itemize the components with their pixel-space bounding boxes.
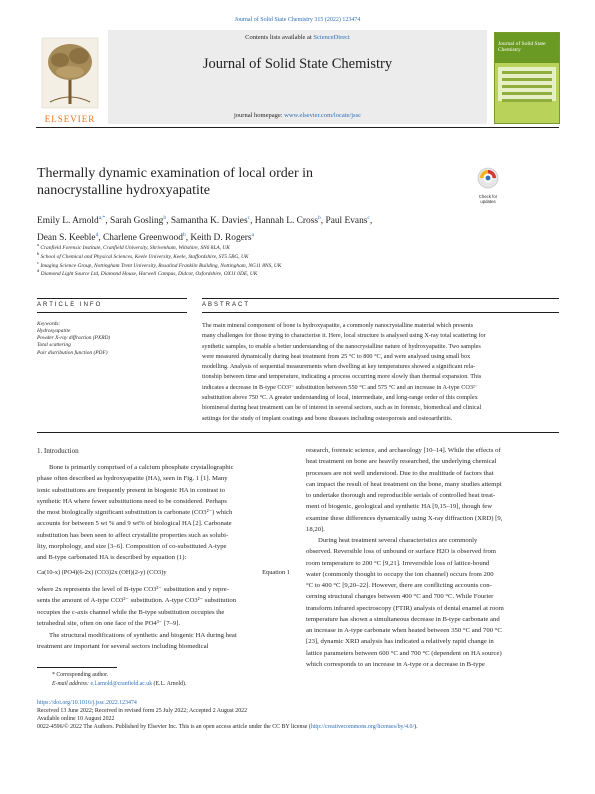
journal-title[interactable]: Journal of Solid State Chemistry [202,56,393,72]
left-column-paragraph-2 [37,584,290,629]
body-line: ionic substitutions are frequently present in biogenic HA in contrast to [37,486,225,494]
body-line: processes are not well understood. Due to the multitude of factors that [306,469,494,477]
author-name[interactable]: Hannah L. Cross [254,216,319,227]
author-affil-marker[interactable]: d [95,232,99,239]
equation-expression: Ca(10-x) (PO4)(6-2x) (CO3)2x (OH)(2-y) (CO3)y [37,569,167,576]
affiliation-text: Diamond Light Source Ltd, Diamond House, Harwell Campus, Didcot, Oxfordshire, OX11 0DE, UK [40,270,258,277]
article-title-line-2: nanocrystalline hydroxyapatite [37,183,210,198]
body-line: synthetic HA where fewer substitutions need to be considered. Perhaps [37,497,227,505]
body-line: room temperature to 200 °C [9,21]. Irreversible loss of lattice-bound [306,559,490,567]
body-line: 18,20]. [306,525,325,533]
body-line: where 2x represents the level of B-type CO3²⁻ substitution and y repre- [37,586,229,593]
abstract-line: indicates a decrease in B-type CO3²⁻ substitution between 550 °C and 575 °C and an increase in A-type CO3²⁻ [202,383,479,391]
body-line: which corresponds to an increase in A-type or a decrease in B-type [306,660,485,668]
affiliation [37,268,257,277]
contents-prefix: Contents lists available at [245,34,314,41]
body-line: phase often described as hydroxyapatite (HA), seen in Fig. 1 [1]. Many [37,475,228,483]
abstract-line: many challenges for those trying to characterise it. Here, local structure is analysed using X-ray total scattering for [202,332,486,340]
abstract-text [202,321,559,424]
abstract-line: substitution above 750 °C. A greater understanding of local, intermediate, and long-range order of this complex [202,394,478,402]
author-name[interactable]: Paul Evans [325,216,368,227]
license-prefix: 0022-4596/© 2022 The Authors. Published by Elsevier Inc. This is an open access article under the CC BY license ( [37,724,311,730]
article-info-rule-bottom [37,312,187,313]
right-column-paragraph-2 [306,535,559,670]
abstract-rule-bottom [202,312,559,313]
abstract-line: tionship between time and temperature, indicating a process occurring more slowly than thermal expansion. This [202,373,482,381]
section-heading-introduction: 1. Introduction [37,447,79,455]
affiliation-text: Imaging Science Group, Nottingham Trent University, Rosalind Franklin Building, Nottingham, NG11 8NS, UK [40,262,282,269]
author-list [37,211,559,245]
equation-1 [37,569,290,576]
received-dates: Received 13 June 2022; Received in revised form 25 July 2022; Accepted 2 August 2022 [37,708,248,714]
masthead-center-panel [108,30,487,124]
left-column-paragraph-3 [37,630,290,653]
footnote-rule [37,667,117,668]
author-name[interactable]: Sarah Gosling [109,216,164,227]
author-affil-marker[interactable]: c [367,215,370,221]
body-line: lattice parameters between 600 °C and 700 °C (dependent on HA source) [306,649,502,657]
author-affil-marker[interactable]: a [251,232,255,239]
affiliation-marker: d [37,268,40,273]
body-line: sents the amount of A-type CO3²⁻ substitution. A-type CO3²⁻ substitution [37,597,237,605]
elsevier-logo[interactable] [36,32,104,126]
license-line [37,723,559,731]
available-online-date: Available online 10 August 2022 [37,716,115,722]
affiliation-text: School of Chemical and Physical Sciences, Keele University, Keele, Staffordshire, ST5 5BG, UK [40,253,249,260]
abstract-rule [202,298,559,299]
article-title [37,165,457,199]
abstract-line: synthetic samples, to enable a better understanding of the nanocrystalline nature of hydroxyapatite. Two samples [202,342,481,350]
abstract-heading: ABSTRACT [202,302,251,308]
body-line: an increase in A-type carbonate when heated between 350 °C and 700 °C [306,627,502,634]
abstract-line: settings for the study of implant coatings and bone diseases including osteoporosis and osteoarthritis. [202,414,453,422]
body-line: Bone is primarily comprised of a calcium phosphate crystallographic [49,464,234,471]
affiliation-marker: a [37,242,39,247]
keyword: Total scattering [37,342,71,348]
author-affil-marker[interactable]: b [163,215,167,221]
equation-label: Equation 1 [262,569,290,576]
body-line: ment of biogenic, geological and synthetic HA [9,15–19], though few [306,503,493,511]
author-affil-marker[interactable]: b [182,232,186,239]
body-line: occupies the c-axis channel while the B-type substitution occupies the [37,608,225,616]
cover-title: Journal of Solid State Chemistry [498,41,546,54]
license-link[interactable]: http://creativecommons.org/licenses/by/4.0/ [310,724,415,730]
elsevier-tree-icon [36,32,104,126]
abstract-line: modelling. Analysis of sequential measurements when dwelling at key temperatures showed a significant rela- [202,363,476,371]
keyword: Powder X-ray diffraction (PXRD) [37,335,111,341]
author-line-1: Emily L. Arnold$^{a,*}$, Sarah Gosling$^b$, Samantha K. Davies$^c$, Hannah L. Cross$^b$, Paul Evans$^c$, [37,215,373,227]
affiliation [37,242,230,251]
body-line: research, forensic science, and archaeology [10–14]. While the effects of [306,447,501,454]
author-name[interactable]: Charlene Greenwood [103,233,183,244]
affiliation-marker: b [37,251,40,256]
body-line: °C to 400 °C [9,20–22]. However, there are conflicting accounts con- [306,582,492,589]
doi-link[interactable]: https://doi.org/10.1016/j.jssc.2022.123474 [37,700,137,706]
corresponding-author-note: * Corresponding author. [52,672,109,678]
author-affil-marker[interactable]: a,* [98,215,106,221]
cover-graphic [498,67,556,101]
sciencedirect-link[interactable]: ScienceDirect [313,34,350,41]
article-info-heading: ARTICLE INFO [37,302,103,308]
body-line: lity, morphology, and size [3–6]. Composition of co-substituted A-type [37,542,227,550]
crossmark-label-2: updates [480,199,496,204]
author-name[interactable]: Keith D. Rogers [190,233,252,244]
body-line: transform infrared spectroscopy (FTIR) analysis of dental enamel at room [306,604,504,612]
author-name[interactable]: Dean S. Keeble [37,233,96,244]
email-link[interactable]: e.l.arnold@cranfield.ac.uk [90,681,153,687]
affiliation [37,251,248,260]
body-line: substitution has been seen to affect crystallite properties such as solubi- [37,531,229,539]
body-line: treatment are important for several sectors including biomedical [37,643,209,651]
crossmark-label-1: Check for [478,194,498,199]
body-line: The structural modifications of synthetic and biogenic HA during heat [49,632,237,639]
body-line: to undertake thorough and reproducible serials of controlled heat treat- [306,492,496,499]
body-line: cerning structural changes between 400 °C and 700 °C. While Fourier [306,593,494,601]
keyword: Hydroxyapatite [37,328,71,334]
body-line: accounts for between 5 wt % and 9 wt% of biological HA [2]. Carbonate [37,520,232,528]
abstract-line: The main mineral component of bone is hydroxyapatite, a commonly nanocrystalline material which presents [202,322,474,329]
body-line: During heat treatment several characteristics are commonly [318,537,478,544]
body-line: examine these differences dynamically using X-ray diffraction (XRD) [9, [306,514,503,522]
keywords-label: Keywords: [37,321,61,327]
body-line: tetrahedral site, often on one face of the PO4³⁻ [7–9]. [37,619,181,627]
body-line: heat treatment on bone are heavily researched, the underlying chemical [306,458,497,466]
body-line: water (commonly thought to occupy the ion channel) occurs from 200 [306,570,494,578]
affiliation-text: Cranfield Forensic Institute, Cranfield University, Shrivenham, Wiltshire, SN6 8LA, UK [40,244,230,251]
abstract-bottom-rule [37,432,559,433]
author-affil-marker[interactable]: b [318,215,321,221]
homepage-line [108,112,487,119]
author-line-2: Dean S. Keeble$^d$, Charlene Greenwood$^b$, Keith D. Rogers$^a$ [37,232,255,244]
left-column-paragraph-1 [37,462,290,563]
body-line: the most biologically significant substitution is carbonate (CO3²⁻) which [37,509,233,516]
journal-cover-thumbnail[interactable] [494,32,560,124]
email-note [52,681,186,687]
body-line: [23], dynamic XRD analysis has indicated a relatively rapid change in [306,638,494,646]
check-for-updates-badge[interactable] [476,166,500,202]
keyword: Pair distribution function (PDF) [37,350,108,356]
running-header-journal-ref[interactable]: Journal of Solid State Chemistry 315 (2022) 123474 [234,17,361,23]
homepage-link[interactable]: www.elsevier.com/locate/jssc [284,112,362,119]
body-line: observed. Reversible loss of unbound or surface H2O is observed from [306,548,496,556]
author-name[interactable]: Samantha K. Davies [170,216,248,227]
body-line: temperature has shown a simultaneous decrease in B-type carbonate and [306,615,500,623]
email-label: E-mail address: [52,681,91,687]
email-suffix: (E.L. Arnold). [152,681,187,687]
license-suffix: ). [414,724,418,730]
journal-masthead [36,30,559,128]
contents-line [108,34,487,41]
elsevier-wordmark: ELSEVIER [44,114,96,124]
abstract-line: were measured dynamically during heat treatment from 25 °C to 800 °C, and were analysed using small box [202,352,471,360]
author-affil-marker[interactable]: c [247,215,251,221]
body-line: can impact the result of heat treatment on the bone, many studies attempt [306,480,502,488]
article-title-line-1: Thermally dynamic examination of local order in [37,166,314,181]
abstract-line: biomineral during heat treatment can be of interest in several sectors, such as in forensic, biomedical and clinical [202,404,482,412]
body-line: and B-type carbonated HA is described by equation (1): [37,554,187,561]
crossmark-icon [476,166,500,190]
author-name[interactable]: Emily L. Arnold [37,216,99,227]
right-column-paragraph-1 [306,445,559,535]
affiliation-marker: c [37,260,39,265]
homepage-prefix: journal homepage: [233,112,285,119]
article-info-rule [37,298,187,299]
